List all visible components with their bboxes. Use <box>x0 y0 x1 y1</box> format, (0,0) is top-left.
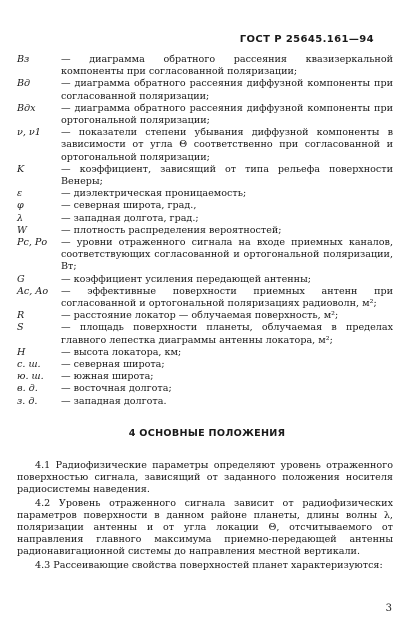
definition-term: ε <box>17 188 23 200</box>
definition-item <box>17 347 393 359</box>
definition-text: — коэффициент усиления передающей антенны; <box>61 273 311 285</box>
definition-text: — западная долгота, град.; <box>61 212 199 224</box>
section-body <box>17 460 393 572</box>
definition-item <box>17 127 393 164</box>
document-code: ГОСТ Р 25645.161—94 <box>239 34 374 45</box>
paragraph: 4.1 Радиофизические параметры определяют уровень отраженного поверхностью сигнала, зависящий от заданного положения носителя радиосистемы наведения. <box>17 460 393 496</box>
definition-item <box>17 54 393 78</box>
definition-item <box>17 213 393 225</box>
definition-text: — диаграмма обратного рассеяния диффузной компоненты при ортогональной поляризации; <box>61 102 393 127</box>
definition-term: в. д. <box>17 383 38 395</box>
definition-item <box>17 396 393 408</box>
definition-term: Bдх <box>17 102 36 114</box>
definition-item <box>17 237 393 274</box>
definition-term: с. ш. <box>17 359 41 371</box>
definition-term: Pс, Pо <box>17 237 48 249</box>
definition-term: R <box>17 310 25 322</box>
definition-term: Bз <box>17 54 30 65</box>
definition-text: — диаграмма обратного рассеяния квазизеркальной компоненты при согласованной поляризации; <box>61 54 393 78</box>
definition-item <box>17 164 393 188</box>
paragraph: 4.3 Рассеивающие свойства поверхностей планет характеризуются: <box>35 559 383 571</box>
definitions-list <box>17 54 393 408</box>
definition-term: ν, ν1 <box>17 127 41 139</box>
definition-item <box>17 103 393 127</box>
definition-term: φ <box>17 200 24 212</box>
definition-text: — восточная долгота; <box>61 383 172 395</box>
definition-term: λ <box>17 212 24 224</box>
section-heading: 4 ОСНОВНЫЕ ПОЛОЖЕНИЯ <box>128 428 286 439</box>
definition-item <box>17 274 393 286</box>
definition-term: H <box>17 346 26 358</box>
definition-item <box>17 200 393 212</box>
definition-term: G <box>17 273 25 285</box>
definition-item <box>17 322 393 346</box>
definition-text: — расстояние локатор — облучаемая поверхность, м²; <box>61 310 339 322</box>
definition-text: — западная долгота. <box>61 395 167 407</box>
definition-term: Aс, Aо <box>17 285 49 297</box>
definition-item <box>17 383 393 395</box>
definition-text: — северная широта, град., <box>61 200 197 212</box>
definition-text: — диэлектрическая проницаемость; <box>61 188 247 200</box>
definition-term: W <box>17 224 27 236</box>
definition-text: — уровни отраженного сигнала на входе приемных каналов, соответствующих согласованной и ортогональной поляризации, Вт; <box>61 237 393 273</box>
definition-item <box>17 225 393 237</box>
definition-text: — северная широта; <box>61 359 165 371</box>
definition-term: з. д. <box>17 395 38 407</box>
definition-term: S <box>17 322 24 334</box>
paragraph: 4.2 Уровень отраженного сигнала зависит от радиофизических параметров поверхности в данном районе планеты, длины волны λ, поляризации антенны и от угла локации Θ, отсчитываемого от направления главного максимума приемно-передающей антенны радионавигационной системы до направления местной вертикали. <box>17 497 393 558</box>
definition-item <box>17 359 393 371</box>
definition-item <box>17 371 393 383</box>
definition-item <box>17 310 393 322</box>
definition-text: — диаграмма обратного рассеяния диффузной компоненты при согласованной поляризации; <box>61 78 393 102</box>
definition-item <box>17 286 393 310</box>
definition-item <box>17 188 393 200</box>
definition-text: — южная широта; <box>61 371 154 383</box>
definition-text: — эффективные поверхности приемных антенн при согласованной и ортогональной поляризациях радиоволн, м²; <box>61 285 393 310</box>
definition-term: ю. ш. <box>17 371 44 383</box>
page-number: 3 <box>385 603 392 614</box>
definition-text: — площадь поверхности планеты, облучаемая в пределах главного лепестка диаграммы антенны локатора, м²; <box>61 322 393 346</box>
definition-text: — плотность распределения вероятностей; <box>61 224 282 236</box>
definition-text: — показатели степени убывания диффузной компоненты в зависимости от угла Θ соответственно при согласованной и ортогональной поляризации; <box>61 127 393 163</box>
definition-text: — коэффициент, зависящий от типа рельефа поверхности Венеры; <box>61 163 393 188</box>
definition-item <box>17 78 393 102</box>
definition-term: Bд <box>17 78 31 90</box>
definition-text: — высота локатора, км; <box>61 346 182 358</box>
definition-term: K <box>17 163 25 175</box>
